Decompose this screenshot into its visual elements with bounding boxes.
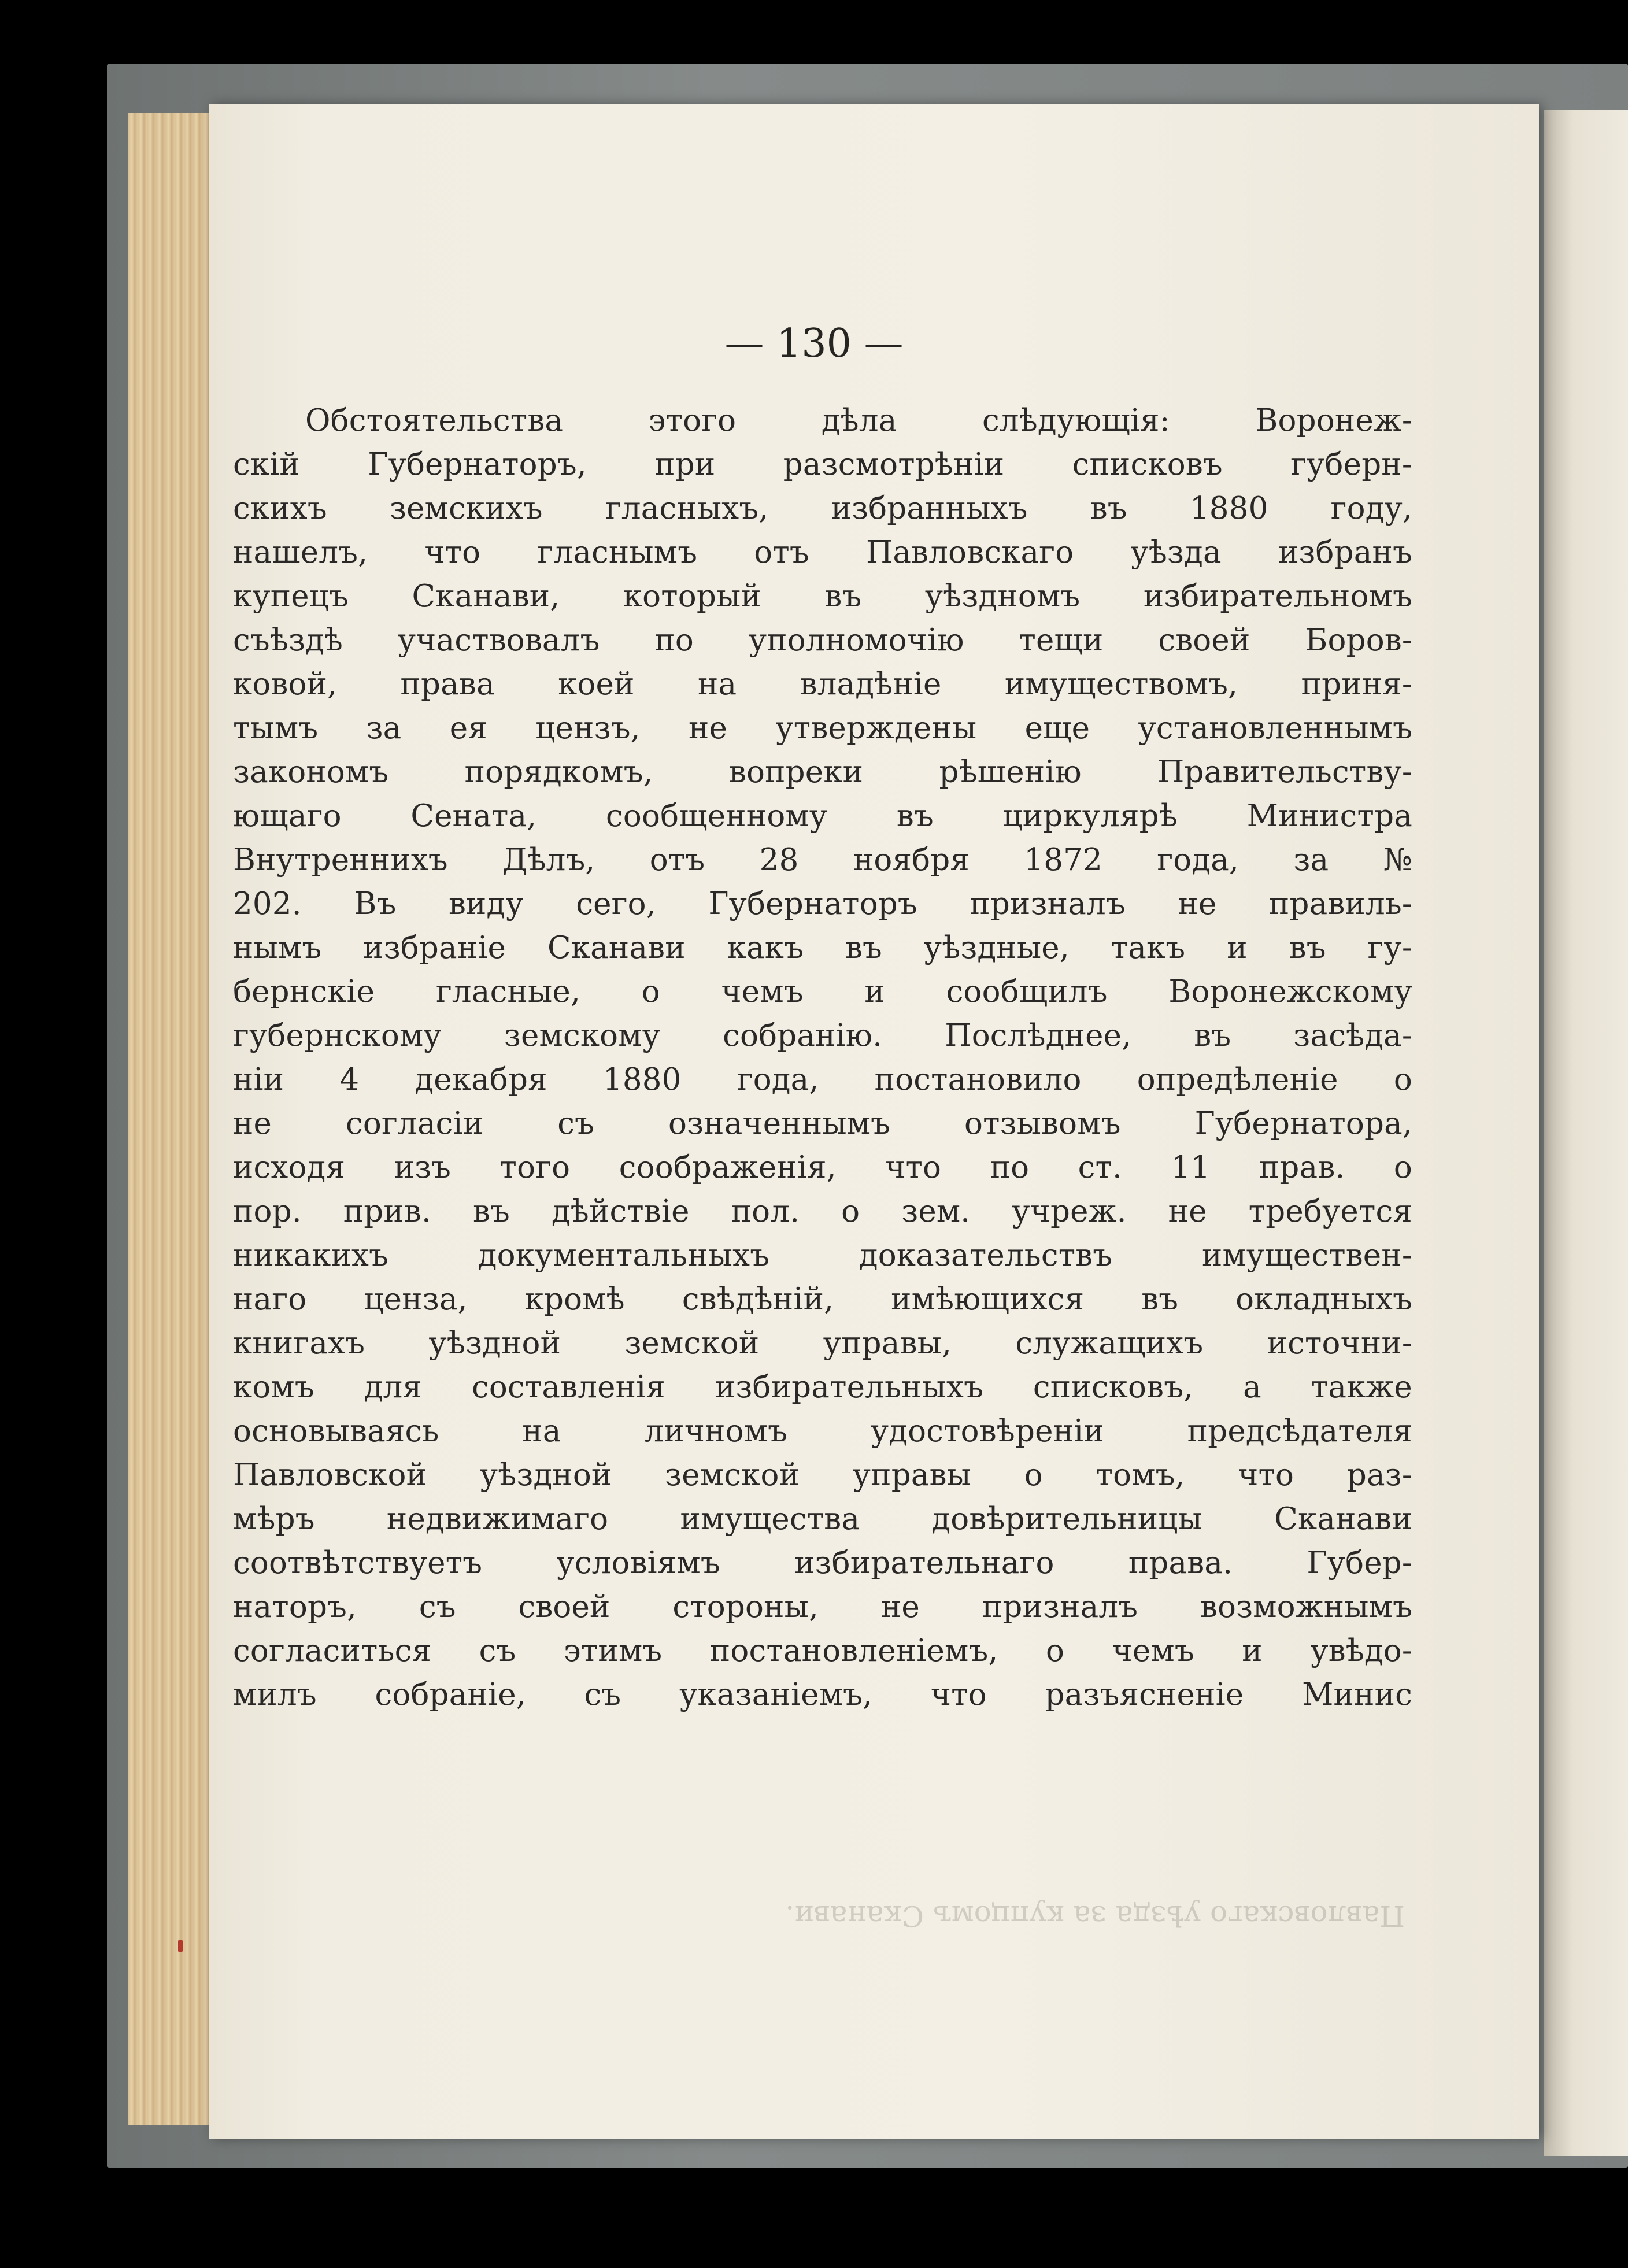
show-through-text: Павловскаго уѣзда за купцомъ Сканави. xyxy=(785,1899,1405,1933)
text-line: губернскому земскому собранію. Послѣднее, въ засѣда- xyxy=(233,1018,1412,1053)
text-line: никакихъ документальныхъ доказательствъ имуществен- xyxy=(233,1238,1412,1273)
text-line: соотвѣтствуетъ условіямъ избирательнаго права. Губер- xyxy=(233,1545,1412,1581)
text-line: комъ для составленія избирательныхъ списковъ, а также xyxy=(233,1370,1412,1405)
text-line: купецъ Сканави, который въ уѣздномъ избирательномъ xyxy=(233,579,1412,614)
body-text xyxy=(233,399,1412,1717)
text-line: тымъ за ея цензъ, не утверждены еще установленнымъ xyxy=(233,711,1412,746)
text-line: ніи 4 декабря 1880 года, постановило опредѣленіе о xyxy=(233,1062,1412,1097)
text-line: закономъ порядкомъ, вопреки рѣшенію Правительству- xyxy=(233,754,1412,790)
text-line: бернскіе гласные, о чемъ и сообщилъ Воронежскому xyxy=(233,974,1412,1009)
text-line: Обстоятельства этого дѣла слѣдующія: Воронеж- xyxy=(305,403,1412,438)
text-line: Внутреннихъ Дѣлъ, отъ 28 ноября 1872 года, за № xyxy=(233,842,1412,878)
text-line: мѣръ недвижимаго имущества довѣрительницы Сканави xyxy=(233,1501,1412,1537)
margin-mark xyxy=(178,1940,183,1952)
text-line: нашелъ, что гласнымъ отъ Павловскаго уѣзда избранъ xyxy=(233,535,1412,570)
page-number: — 130 — xyxy=(724,321,904,367)
text-line: Павловской уѣздной земской управы о томъ, что раз- xyxy=(233,1457,1412,1493)
text-line: наторъ, съ своей стороны, не призналъ возможнымъ xyxy=(233,1589,1412,1625)
text-line: пор. прив. въ дѣйствіе пол. о зем. учреж. не требуется xyxy=(233,1194,1412,1229)
text-line: скихъ земскихъ гласныхъ, избранныхъ въ 1880 году, xyxy=(233,491,1412,526)
page-edges xyxy=(128,113,212,2125)
text-line: книгахъ уѣздной земской управы, служащихъ источни- xyxy=(233,1326,1412,1361)
facing-page-edge xyxy=(1544,110,1628,2156)
text-line: милъ собраніе, съ указаніемъ, что разъясненіе Минис xyxy=(233,1677,1412,1712)
text-line: наго ценза, кромѣ свѣдѣній, имѣющихся въ окладныхъ xyxy=(233,1282,1412,1317)
text-line: ковой, права коей на владѣніе имуществомъ, приня- xyxy=(233,667,1412,702)
text-line: ющаго Сената, сообщенному въ циркулярѣ Министра xyxy=(233,798,1412,834)
text-line: 202. Въ виду сего, Губернаторъ призналъ не правиль- xyxy=(233,886,1412,922)
text-line: согласиться съ этимъ постановленіемъ, о чемъ и увѣдо- xyxy=(233,1633,1412,1668)
text-line: съѣздѣ участвовалъ по уполномочію тещи своей Боров- xyxy=(233,623,1412,658)
text-line: не согласіи съ означеннымъ отзывомъ Губернатора, xyxy=(233,1106,1412,1141)
text-line: скій Губернаторъ, при разсмотрѣніи списковъ губерн- xyxy=(233,447,1412,482)
text-line: нымъ избраніе Сканави какъ въ уѣздные, такъ и въ гу- xyxy=(233,930,1412,965)
text-line: исходя изъ того соображенія, что по ст. 11 прав. о xyxy=(233,1150,1412,1185)
text-line: основываясь на личномъ удостовѣреніи предсѣдателя xyxy=(233,1414,1412,1449)
